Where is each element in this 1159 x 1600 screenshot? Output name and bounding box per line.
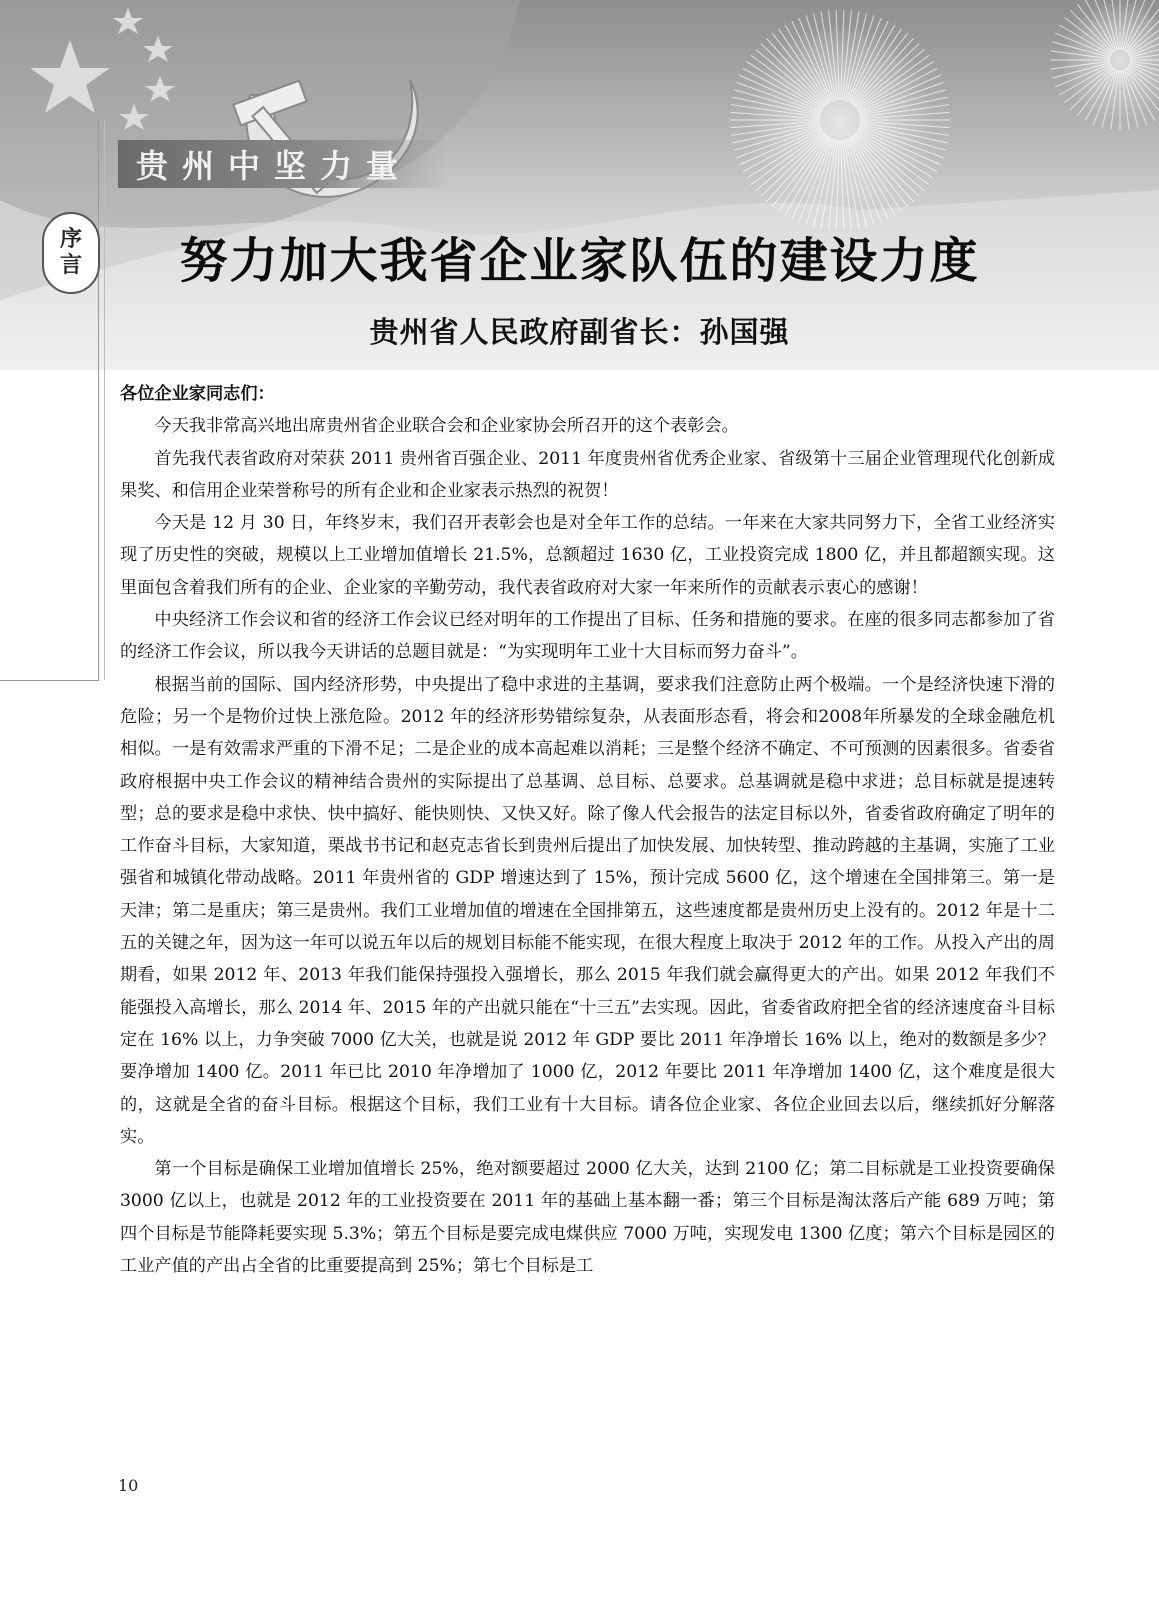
left-rule-foot (0, 680, 99, 681)
article-byline: 贵州省人民政府副省长：孙国强 (369, 315, 790, 349)
left-rule-inner (104, 120, 105, 680)
section-bar (118, 140, 448, 188)
paragraph: 今天我非常高兴地出席贵州省企业联合会和企业家协会所召开的这个表彰会。 (154, 416, 739, 437)
preface-badge-char: 言 (59, 253, 82, 278)
article-headline: 努力加大我省企业家队伍的建设力度 (179, 233, 980, 289)
paragraph: 第一个目标是确保工业增加值增长 25%，绝对额要超过 2000 亿大关，达到 2100 亿；第二目标就是工业投资要确保 3000 亿以上，也就是 2012 年的工业投资要在 2011 年的基础上基本翻一番；第三个目标是淘汰落后产能 689 万吨；第四个目标是节能降耗要实现 5.3%；第五个目标是要完成电煤供应 7000 万吨，实现发电 1300 亿度；第六个目标是园区的工业产值的产出占全省的比重要提高到 25%；第七个目标是工 (120, 1159, 1055, 1277)
paragraph: 中央经济工作会议和省的经济工作会议已经对明年的工作提出了目标、任务和措施的要求。在座的很多同志都参加了省的经济工作会议，所以我今天讲话的总题目就是：“为实现明年工业十大目标而努力奋斗”。 (120, 610, 1055, 663)
salutation: 各位企业家同志们： (120, 384, 275, 404)
page-number: 10 (118, 1476, 139, 1495)
left-rule (98, 120, 99, 680)
paragraph: 今天是 12 月 30 日，年终岁末，我们召开表彰会也是对全年工作的总结。一年来在大家共同努力下，全省工业经济实现了历史性的突破，规模以上工业增加值增长 21.5%，总额超过 1630 亿，工业投资完成 1800 亿，并且都超额实现。这里面包含着我们所有的企业、企业家的辛勤劳动，我代表省政府对大家一年来所作的贡献表示衷心的感谢！ (120, 513, 1055, 598)
paragraph: 首先我代表省政府对荣获 2011 贵州省百强企业、2011 年度贵州省优秀企业家、省级第十三届企业管理现代化创新成果奖、和信用企业荣誉称号的所有企业和企业家表示热烈的祝贺！ (120, 448, 1055, 501)
article-body (120, 378, 1055, 1282)
section-title: 贵州中坚力量 (136, 147, 413, 185)
paragraph: 根据当前的国际、国内经济形势，中央提出了稳中求进的主基调，要求我们注意防止两个极端。一个是经济快速下滑的危险；另一个是物价过快上涨危险。2012 年的经济形势错综复杂，从表面形态看，将会和2008年所暴发的全球金融危机相似。一是有效需求严重的下滑不足；二是企业的成本高起难以消耗；三是整个经济不确定、不可预测的因素很多。省委省政府根据中央工作会议的精神结合贵州的实际提出了总基调、总目标、总要求。总基调就是稳中求进；总目标就是提速转型；总的要求是稳中求快、快中搞好、能快则快、又快又好。除了像人代会报告的法定目标以外，省委省政府确定了明年的工作奋斗目标，大家知道，栗战书书记和赵克志省长到贵州后提出了加快发展、加快转型、推动跨越的主基调，实施了工业强省和城镇化带动战略。2011 年贵州省的 GDP 增速达到了 15%，预计完成 5600 亿，这个增速在全国排第三。第一是天津；第二是重庆；第三是贵州。我们工业增加值的增速在全国排第五，这些速度都是贵州历史上没有的。2012 年是十二五的关键之年，因为这一年可以说五年以后的规划目标能不能实现，在很大程度上取决于 2012 年的工作。从投入产出的周期看，如果 2012 年、2013 年我们能保持强投入强增长，那么 2015 年我们就会赢得更大的产出。如果 2012 年我们不能强投入高增长，那么 2014 年、2015 年的产出就只能在“十三五”去实现。因此，省委省政府把全省的经济速度奋斗目标定在 16% 以上，力争突破 7000 亿大关，也就是说 2012 年 GDP 要比 2011 年净增长 16% 以上，绝对的数额是多少？要净增加 1400 亿。2011 年已比 2010 年净增加了 1000 亿，2012 年要比 2011 年净增加 1400 亿，这个难度是很大的，这就是全省的奋斗目标。根据这个目标，我们工业有十大目标。请各位企业家、各位企业回去以后，继续抓好分解落实。 (120, 674, 1055, 1147)
preface-badge-char: 序 (59, 227, 82, 252)
